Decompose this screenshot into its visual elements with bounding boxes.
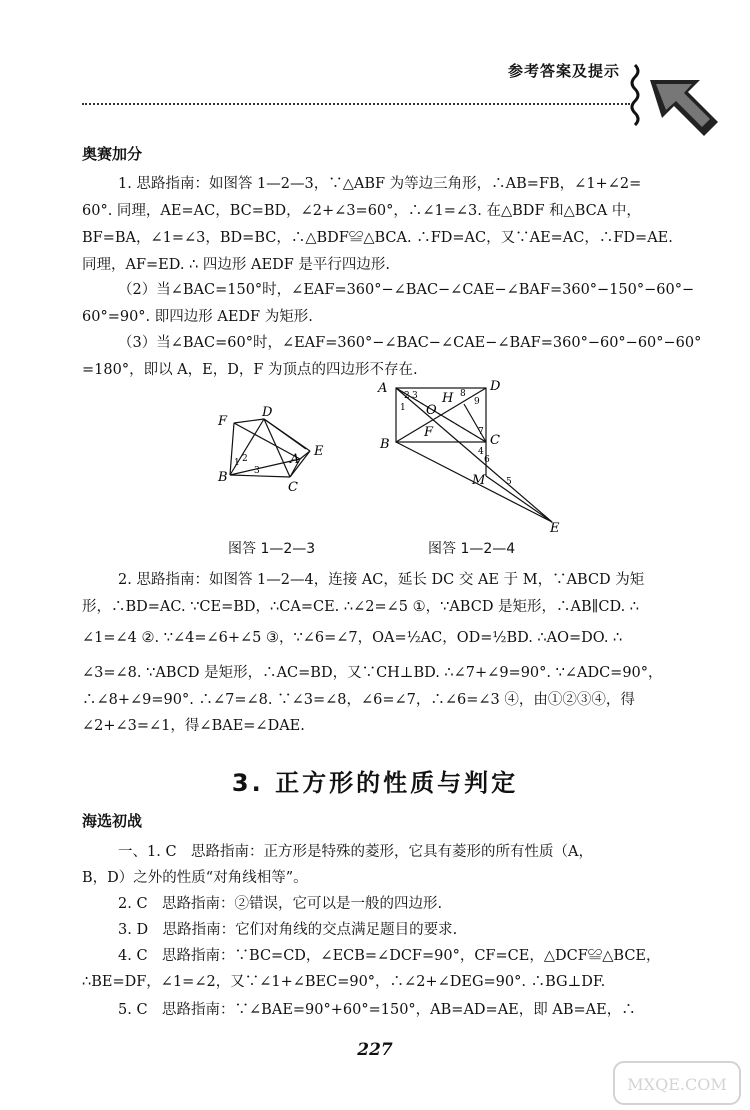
text-line: ∠2+∠3=∠1，得∠BAE=∠DAE.	[82, 718, 305, 734]
page-number: 227	[357, 1040, 393, 1060]
angle-8: 8	[460, 389, 466, 399]
text-line: 一、1. C 思路指南：正方形是特殊的菱形，它具有菱形的所有性质（A，	[118, 844, 594, 860]
section-heading-preliminary: 海选初战	[82, 812, 143, 830]
text-line: 60°. 同理，AE=AC，BC=BD，∠2+∠3=60°，∴∠1=∠3. 在△BDF 和△BCA 中，	[82, 203, 641, 219]
figure-caption: 图答 1—2—4	[428, 541, 516, 557]
text-line: 1. 思路指南：如图答 1—2—3，∵△ABF 为等边三角形，∴AB=FB，∠1+∠2=	[118, 176, 642, 192]
text-line: 5. C 思路指南：∵∠BAE=90°+60°=150°，AB=AD=AE，即 AB=AE，∴	[118, 1002, 636, 1018]
label-A: A	[378, 381, 388, 396]
text-line: 3. D 思路指南：它们对角线的交点满足题目的要求.	[118, 922, 458, 938]
angle-3: 3	[254, 466, 260, 476]
label-E: E	[314, 444, 324, 459]
angle-1: 1	[400, 403, 406, 413]
text-line: 2. 思路指南：如图答 1—2—4，连接 AC，延长 DC 交 AE 于 M，∵ABCD 为矩	[118, 572, 645, 588]
angle-5: 5	[506, 477, 512, 487]
angle-1: 1	[234, 458, 240, 468]
corner-arrow-icon	[630, 60, 720, 150]
svg-text:MXQE.COM: MXQE.COM	[627, 1075, 727, 1094]
label-B: B	[218, 470, 228, 485]
figure-1-2-3	[210, 405, 340, 495]
angle-4: 4	[478, 447, 484, 457]
label-F: F	[424, 425, 434, 440]
text-line: 形，∴BD=AC. ∵CE=BD，∴CA=CE. ∴∠2=∠5 ①，∵ABCD 是矩形，∴AB∥CD. ∴	[82, 599, 640, 615]
section-heading-olympiad: 奥赛加分	[82, 145, 143, 163]
label-A: A	[290, 452, 300, 467]
label-C: C	[288, 480, 298, 495]
label-D: D	[490, 379, 501, 394]
label-H: H	[442, 391, 454, 406]
text-line: ∠3=∠8. ∵ABCD 是矩形，∴AC=BD，又∵CH⊥BD. ∴∠7+∠9=90°. ∵∠ADC=90°，	[82, 665, 663, 681]
angle-7: 7	[478, 427, 484, 437]
angle-9: 9	[474, 397, 480, 407]
chapter-title: 3. 正方形的性质与判定	[231, 769, 519, 797]
text-line: 60°=90°. 即四边形 AEDF 为矩形.	[82, 309, 313, 325]
label-D: D	[262, 405, 273, 420]
text-line: ∠1=∠4 ②. ∵∠4=∠6+∠5 ③，∵∠6=∠7，OA=½AC，OD=½BD. ∴AO=DO. ∴	[82, 630, 623, 646]
text-line: （2）当∠BAC=150°时，∠EAF=360°−∠BAC−∠CAE−∠BAF=360°−150°−60°−	[118, 282, 695, 298]
text-line: 同理，AF=ED. ∴ 四边形 AEDF 是平行四边形.	[82, 257, 390, 273]
label-F: F	[218, 414, 228, 429]
label-E: E	[550, 521, 560, 534]
text-line: （3）当∠BAC=60°时，∠EAF=360°−∠BAC−∠CAE−∠BAF=360°−60°−60°−60°	[118, 335, 702, 351]
text-line: B，D）之外的性质“对角线相等”。	[82, 870, 308, 886]
text-line: 4. C 思路指南：∵BC=CD，∠ECB=∠DCF=90°，CF=CE，△DCF≌△BCE，	[118, 948, 661, 964]
angle-2: 2	[242, 454, 248, 464]
angle-2: 2	[404, 391, 410, 401]
label-B: B	[380, 437, 390, 452]
figure-1-2-4	[374, 376, 570, 534]
angle-6: 6	[484, 455, 490, 465]
watermark-logo	[612, 1060, 742, 1106]
figure-caption: 图答 1—2—3	[228, 541, 316, 557]
label-C: C	[490, 433, 500, 448]
header-divider	[82, 103, 630, 105]
text-line: BF=BA，∠1=∠3，BD=BC，∴△BDF≌△BCA. ∴FD=AC，又∵AE=AC，∴FD=AE.	[82, 230, 673, 246]
header-title: 参考答案及提示	[508, 62, 621, 80]
text-line: ∴BE=DF，∠1=∠2，又∵∠1+∠BEC=90°，∴∠2+∠DEG=90°. ∴BG⊥DF.	[82, 974, 606, 990]
label-M: M	[472, 473, 486, 488]
label-O: O	[426, 403, 437, 418]
angle-3: 3	[412, 391, 418, 401]
text-line: =180°，即以 A，E，D，F 为顶点的四边形不存在.	[82, 362, 418, 378]
text-line: 2. C 思路指南：②错误，它可以是一般的四边形.	[118, 896, 443, 912]
text-line: ∴∠8+∠9=90°. ∴∠7=∠8. ∵∠3=∠8，∠6=∠7，∴∠6=∠3 ④，由①②③④，得	[82, 692, 635, 708]
